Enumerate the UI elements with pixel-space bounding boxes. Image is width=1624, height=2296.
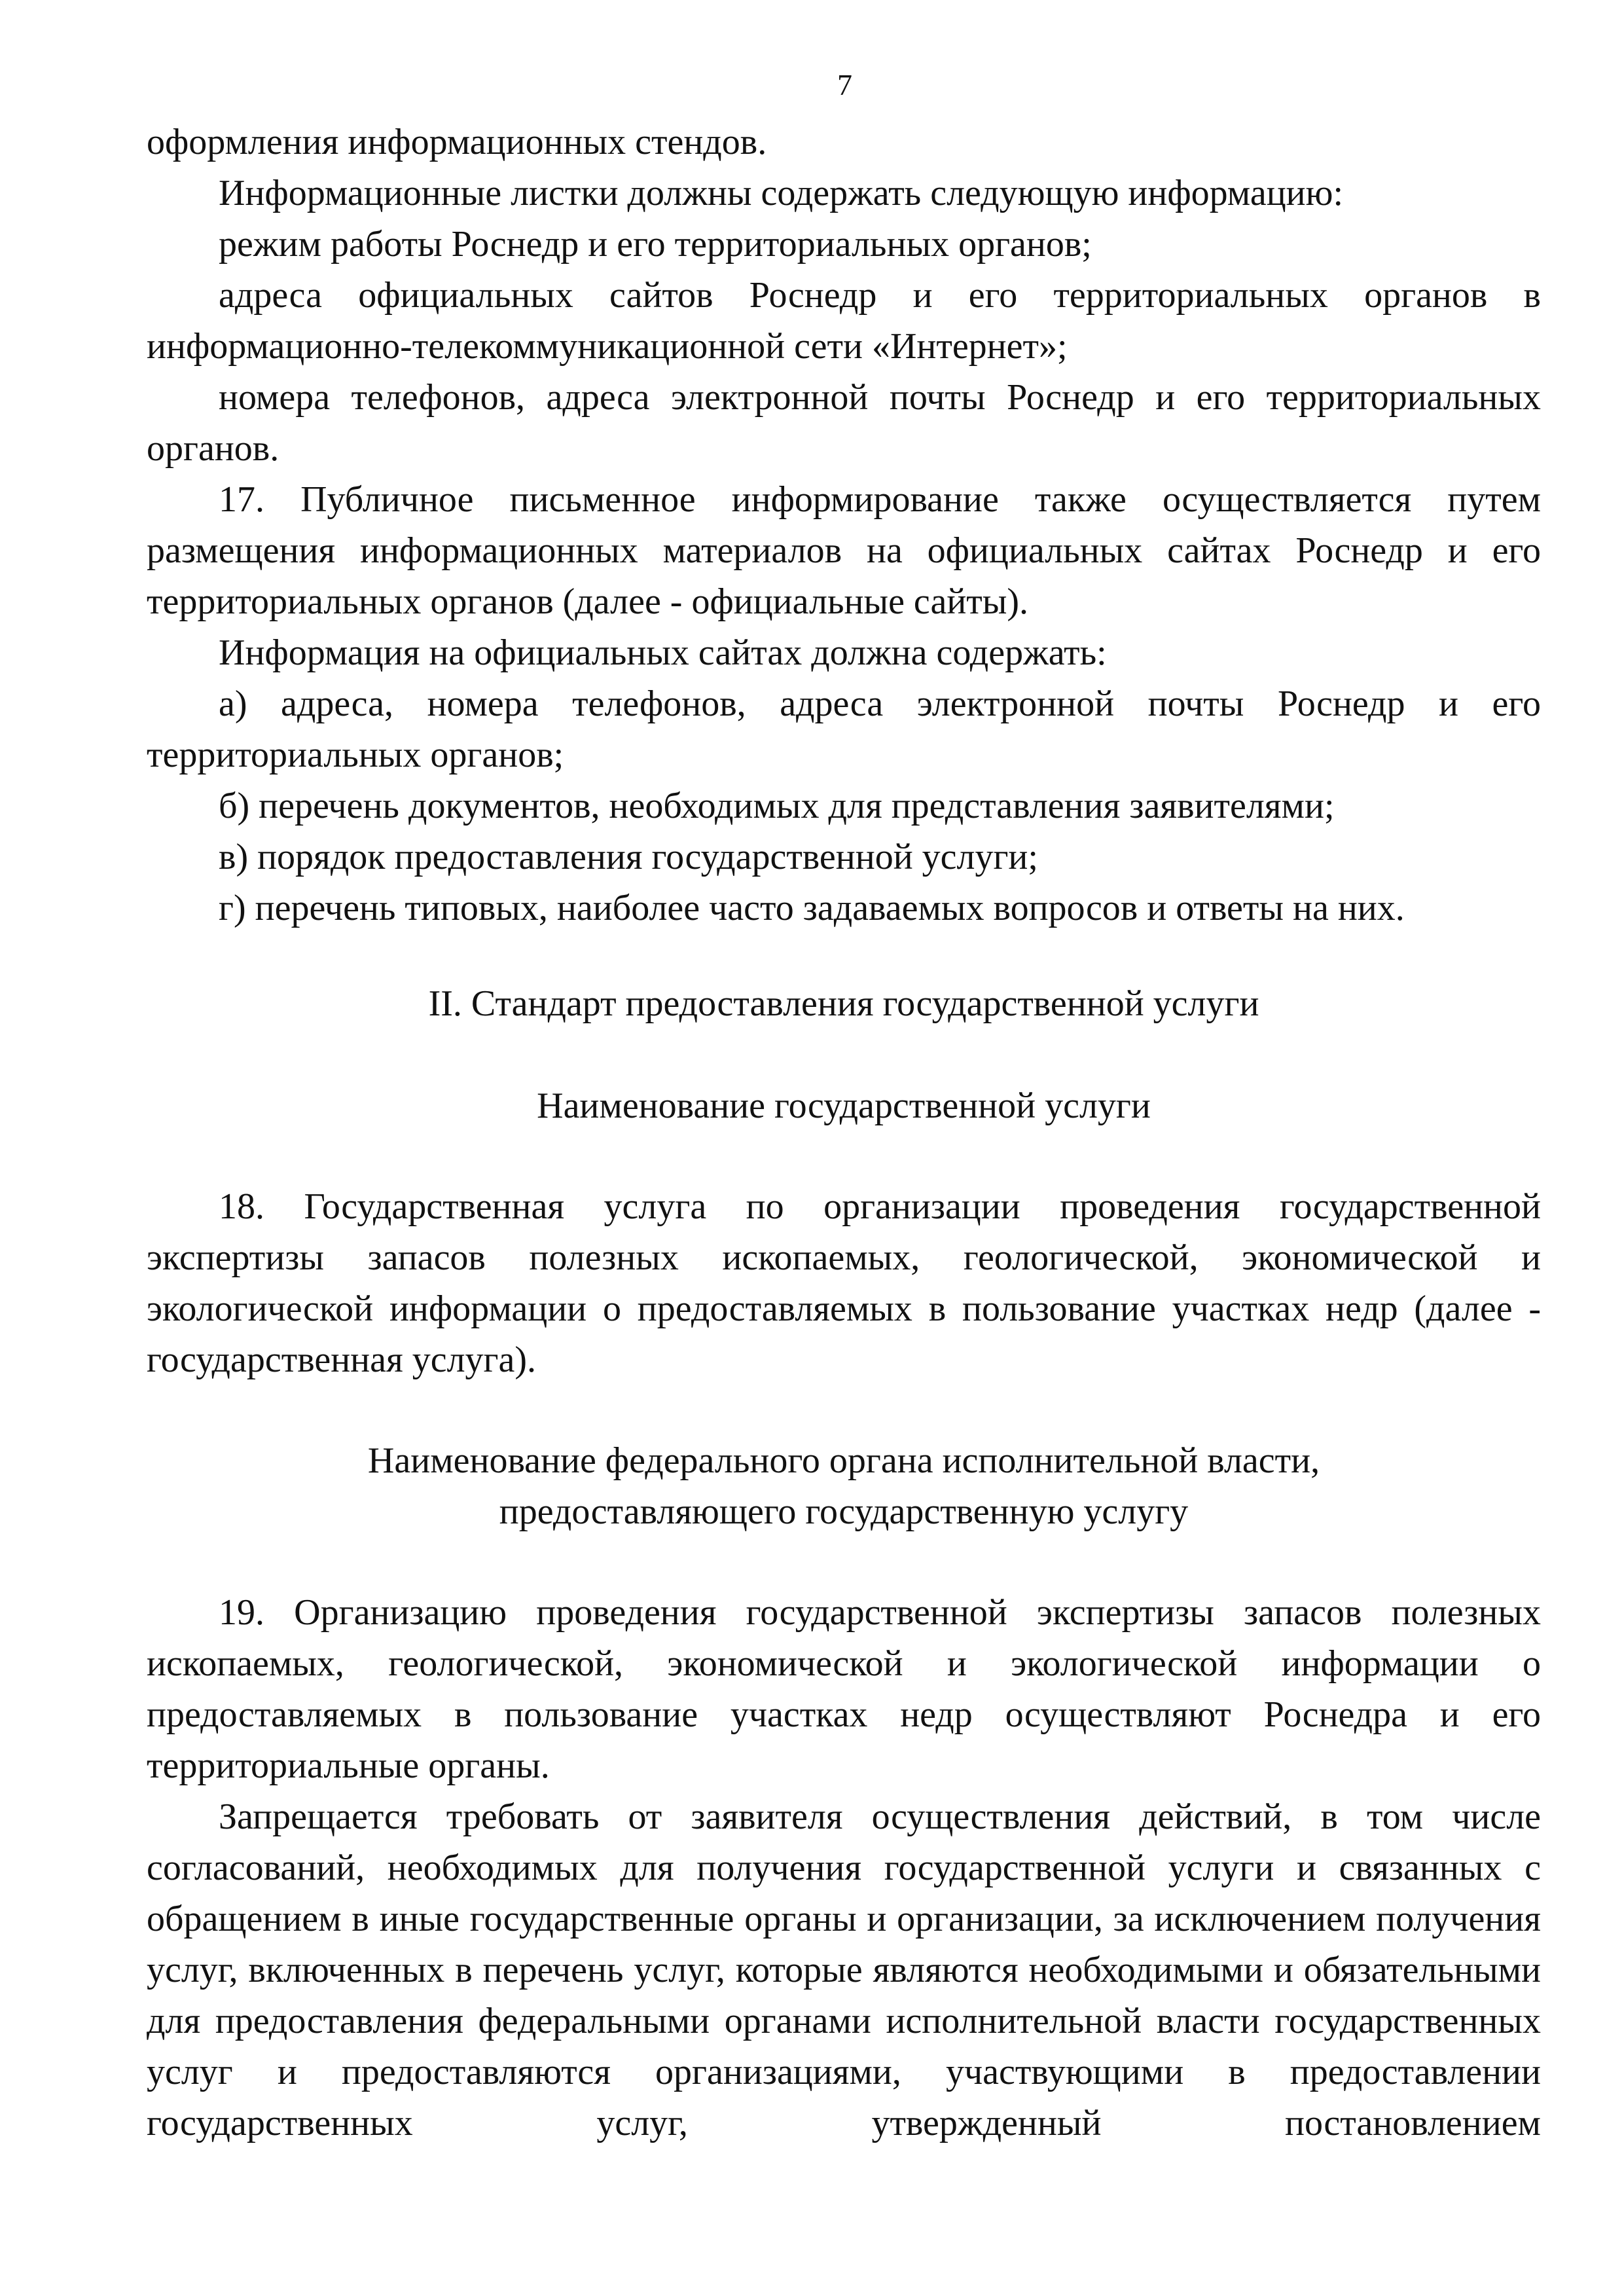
- spacer: [147, 934, 1541, 978]
- paragraph-prohibition: Запрещается требовать от заявителя осуществления действий, в том числе согласований, необходимых для получения государственной услуги и связанных с обращением в иные государственные органы и организации, за исключением получения услуг, включенных в перечень услуг, которые являются необходимыми и обязательными для предоставления федеральными органами исполнительной власти государственных услуг и предоставляются организациями, участвующими в предоставлении государственных услуг, утвержденный постановлением: [147, 1796, 1541, 2143]
- list-item-a: а) адреса, номера телефонов, адреса электронной почты Роснедр и его территориальных органов;: [147, 683, 1541, 775]
- list-item-g: г) перечень типовых, наиболее часто задаваемых вопросов и ответы на них.: [219, 888, 1405, 928]
- list-item-v: в) порядок предоставления государственной услуги;: [219, 837, 1038, 877]
- paragraph-website-info: Информация на официальных сайтах должна содержать:: [219, 632, 1107, 673]
- spacer: [147, 1131, 1541, 1181]
- document-body: [147, 117, 1541, 2149]
- section-title: II. Стандарт предоставления государственной услуги: [428, 983, 1259, 1024]
- spacer: [147, 1537, 1541, 1587]
- subheading-service-name: Наименование государственной услуги: [537, 1085, 1151, 1126]
- paragraph-continuation: оформления информационных стендов.: [147, 122, 767, 162]
- paragraph-website-addresses: адреса официальных сайтов Роснедр и его территориальных органов в информационно-телекоммуникационной сети «Интернет»;: [147, 275, 1541, 367]
- spacer: [147, 1029, 1541, 1080]
- subheading-authority-line-2: предоставляющего государственную услугу: [499, 1491, 1189, 1532]
- paragraph-phone-numbers: номера телефонов, адреса электронной почты Роснедр и его территориальных органов.: [147, 377, 1541, 469]
- subheading-authority-line-1: Наименование федерального органа исполнительной власти,: [367, 1440, 1320, 1481]
- list-item-b: б) перечень документов, необходимых для представления заявителями;: [219, 786, 1335, 826]
- paragraph-17: 17. Публичное письменное информирование также осуществляется путем размещения информационных материалов на официальных сайтах Роснедр и его территориальных органов (далее - официальные сайты).: [147, 479, 1541, 622]
- paragraph-info-sheets: Информационные листки должны содержать следующую информацию:: [219, 173, 1344, 213]
- paragraph-18: 18. Государственная услуга по организации проведения государственной экспертизы запасов полезных ископаемых, геологической, экономической и экологической информации о предоставляемых в пользование участках недр (далее - государственная услуга).: [147, 1186, 1541, 1380]
- spacer: [147, 1385, 1541, 1435]
- paragraph-19: 19. Организацию проведения государственной экспертизы запасов полезных ископаемых, геологической, экономической и экологической информации о предоставляемых в пользование участках недр осуществляют Роснедра и его территориальные органы.: [147, 1592, 1541, 1786]
- paragraph-work-schedule: режим работы Роснедр и его территориальных органов;: [219, 224, 1092, 264]
- page-number: 7: [837, 68, 852, 101]
